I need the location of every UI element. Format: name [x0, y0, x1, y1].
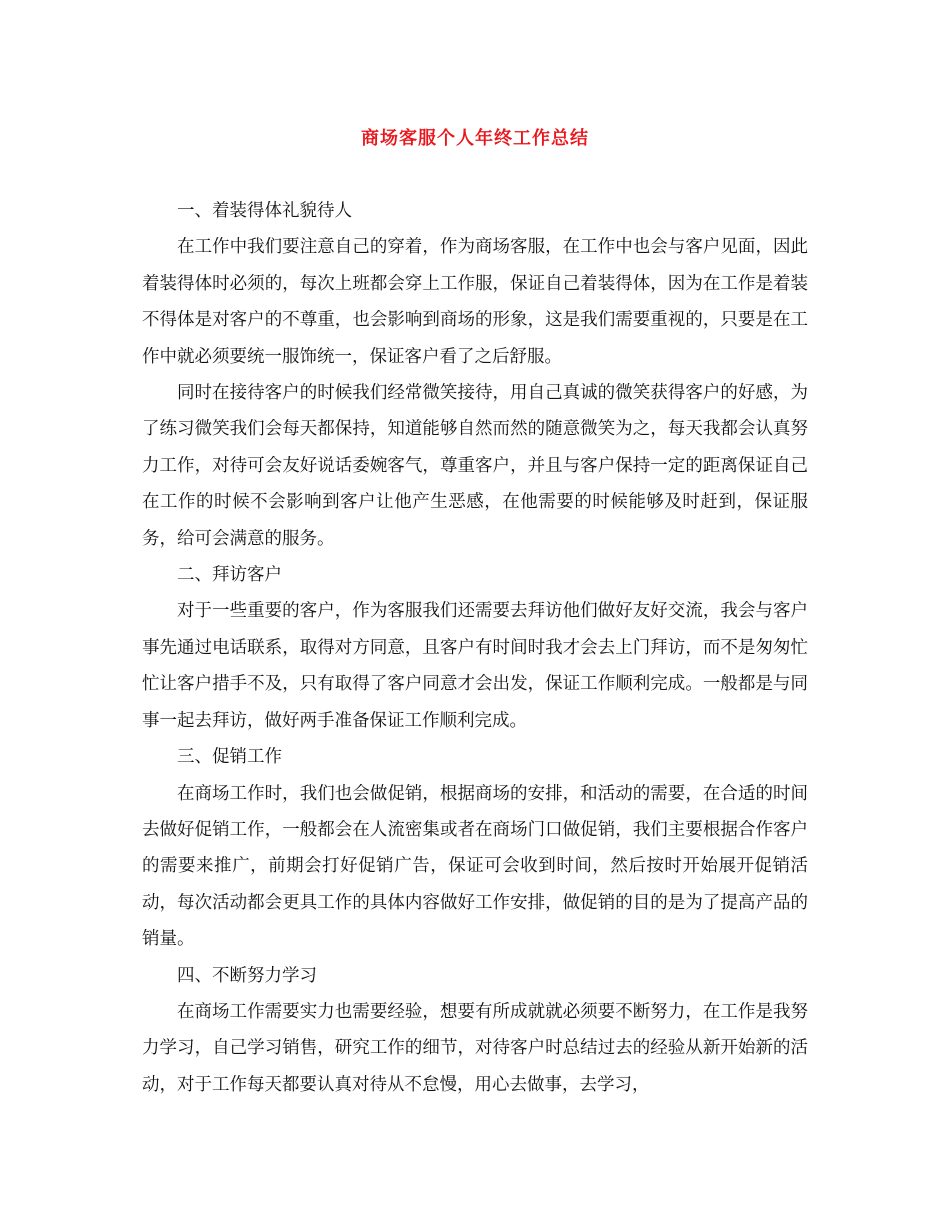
paragraph: 在工作中我们要注意自己的穿着，作为商场客服，在工作中也会与客户见面，因此着装得体时必须的，每次上班都会穿上工作服，保证自己着装得体，因为在工作是着装不得体是对客户的不尊重，也会影响到商场的形象，这是我们需要重视的，只要是在工作中就必须要统一服饰统一，保证客户看了之后舒服。	[142, 237, 808, 367]
section-heading-2: 二、拜访客户	[177, 565, 282, 586]
document-title: 商场客服个人年终工作总结	[361, 128, 589, 149]
paragraph: 在商场工作需要实力也需要经验，想要有所成就就必须要不断努力，在工作是我努力学习，自己学习销售，研究工作的细节，对待客户时总结过去的经验从新开始新的活动，对于工作每天都要认真对待从不怠慢，用心去做事，去学习，	[142, 1001, 808, 1095]
paragraph: 同时在接待客户的时候我们经常微笑接待，用自己真诚的微笑获得客户的好感，为了练习微笑我们会每天都保持，知道能够自然而然的随意微笑为之，每天我都会认真努力工作，对待可会友好说话委婉客气，尊重客户，并且与客户保持一定的距离保证自己在工作的时候不会影响到客户让他产生恶感，在他需要的时候能够及时赶到，保证服务，给可会满意的服务。	[142, 383, 808, 549]
document-body	[142, 193, 808, 1103]
section-heading-4: 四、不断努力学习	[177, 965, 317, 986]
section-heading-3: 三、促销工作	[177, 747, 282, 768]
section-heading-1: 一、着装得体礼貌待人	[177, 201, 352, 221]
paragraph: 在商场工作时，我们也会做促销，根据商场的安排，和活动的需要，在合适的时间去做好促销工作，一般都会在人流密集或者在商场门口做促销，我们主要根据合作客户的需要来推广，前期会打好促销广告，保证可会收到时间，然后按时开始展开促销活动，每次活动都会更具工作的具体内容做好工作安排，做促销的目的是为了提高产品的销量。	[142, 783, 808, 950]
paragraph: 对于一些重要的客户，作为客服我们还需要去拜访他们做好友好交流，我会与客户事先通过电话联系，取得对方同意，且客户有时间时我才会去上门拜访，而不是匆匆忙忙让客户措手不及，只有取得了客户同意才会出发，保证工作顺利完成。一般都是与同事一起去拜访，做好两手准备保证工作顺利完成。	[142, 601, 808, 731]
